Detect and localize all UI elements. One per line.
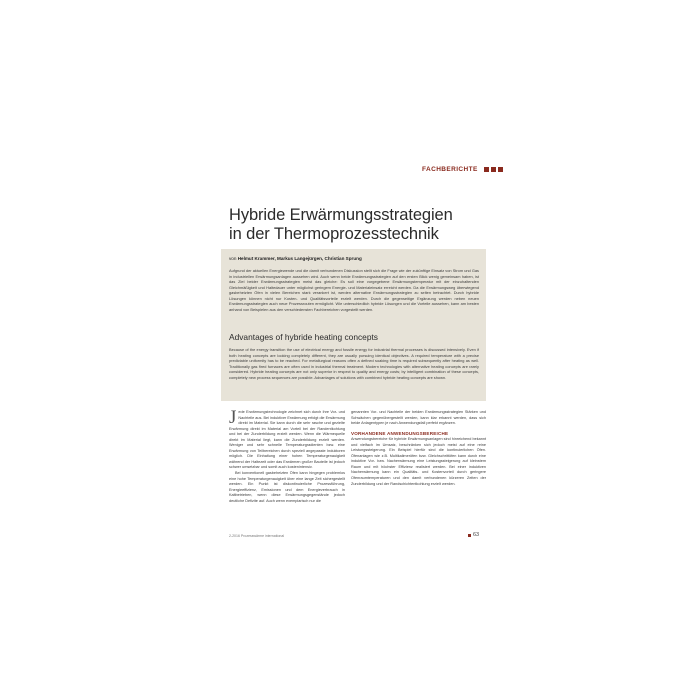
- english-subtitle: Advantages of hybride heating concepts: [229, 332, 378, 342]
- page-marker-icon: [468, 534, 471, 537]
- page-number-value: 63: [473, 532, 480, 538]
- article-title: [229, 206, 489, 244]
- drop-cap: J: [229, 407, 237, 428]
- section-heading: VORHANDENE ANWENDUNGSBEREICHE: [351, 430, 449, 436]
- abstract-german: Aufgrund der aktuellen Energiewende und die damit verbundenen Diskussion stellt sich die Frage wie der zukünftige Einsatz von Strom und Gas in industriellen Erwärmungsanlagen aussehen wird. Auch wenn beide Erwärmungsstrategien auf den ersten Blick wenig gemeinsam haben, ist das Ziel beider Erwärmungsstrategien meist das gleiche: Es soll eine vorgegebene Erwärmungstemperatur mit der einzuhaltenden Gleichmäßigkeit und Haltedauer unter möglichst geringem Energie- und Materialeinsatz erreicht werden. Da die Erwärmungsweg überwiegend gasbeheizten Öfen in vielen Bereichen stark verankert ist, werden alternative Erwärmungsstrategien zu selten betrachtet. Durch hybride Lösungen können nicht nur Kosten- und Qualitätsvorteile erzielt werden. Durch die gegenseitige Ergänzung werden neben neuen Erwärmungsstrategien auch neue Prozessrouten ermöglicht. Wie unterschiedlich hybride Lösungen und die Vorteile aussehen, kann am besten anhand von Beispielen aus den verschiedensten Fachbereichen vorgestellt werden.: [229, 268, 479, 312]
- page-number: [468, 532, 479, 538]
- authors-names: Helmut Krammer, Markus Langejürgen, Christian Sprung: [237, 256, 362, 261]
- author-line: [229, 256, 479, 261]
- title-line-2: in der Thermoprozesstechnik: [229, 225, 439, 243]
- body-paragraph: Bei konventionell gasbeheizten Öfen kann hingegen problemlos eine hohe Temperaturgenauigkeit über eine lange Zeit sichergestellt werden. Ein Punkt ist diskontinuierliche Prozessführung, Energieeffizienz, Emissionen und dem Energieverbrauch in Kaltbetrieben, wenn diese Erwärmungsgegenstände jedoch deutliche Defizite auf. Auch wenn exemplarisch nur die: [229, 471, 345, 503]
- footer-publication: 2-2016 Prozesswärme international: [229, 534, 285, 538]
- body-paragraph: Anwendungsbereiche für hybride Erwärmungsanlagen sind hinreichend bekannt und vielfach im Umsatz, beschränken sich jedoch meist auf eine reine Leistungssteigerung. Ein Beispiel hierfür sind die kontinuierlichen Öfen. Öfenanlagen wie z.B. Multikalimeröfen bzw. Gleichschrittöfen kann durch eine induktive Vor- bzw. Nacherwärmung eine Leistungssteigerung auf kleinstem Raum und mit höchster Effizienz realisiert werden. Bei einer induktiven Nacherwärmung kann ein Qualitäts- und Kostenvorteil durch geringere Ofenraumtemperaturen und den damit verbundenen kürzeren Zeiten der Zunderbildung und der Randschichtentkohlung erzielt werden.: [351, 437, 486, 486]
- section-tag: [422, 166, 503, 173]
- section-label: FACHBERICHTE: [422, 166, 478, 173]
- body-column-1: [229, 407, 345, 504]
- authors-prefix: von: [229, 256, 237, 261]
- body-paragraph: genannten Vor- und Nachteile der beiden Erwärmungsstrategien Stärken und Schwächen gegenübergestellt werden, kann klar erkannt werden, dass sich beide Anlagentypen je nach Anwendungsfall perfekt ergänzen.: [351, 410, 486, 426]
- title-line-1: Hybride Erwärmungsstrategien: [229, 206, 453, 224]
- section-marker-icon: [484, 167, 503, 172]
- abstract-english: Because of the energy transition the use of electrical energy and fossile energy for industrial thermal processes is discussed intensively. Even if both heating concepts are looking completely different, they are usually pursuing identical objectives. A required temperature with a precise predictable uniformity has to be reached. For metallurgical reasons often a defined soaking time is required subsequently after heating as well. Traditionally gas fired furnaces are often used in industrial thermal treatment. Modern technologies with alternative heating concepts are rarely considered. Hybride heating concepts are not only superior in respect to quality and energy costs; by intelligent combination of these concepts, completely new process sequences are possible. Advantages of solutions with combined hybride heating concepts are shown.: [229, 347, 479, 380]
- body-column-2: [351, 410, 486, 487]
- body-paragraph: ede Erwärmungstechnologie zeichnet sich durch ihre Vor- und Nachteile aus. Bei induktiver Erwärmung erfolgt die Erwärmung direkt im Material. Sie kann durch die sehr rasche und gezielte Erwärmung direkt im Material am Vorteil bei der Randentkohlung und bei der Zunderbildung erzielt werden. Wenn die Wärmequelle direkt im Material liegt, kann die Zunderbildung erzielt werden. Weniger und sehr schnelle Temperaturgradienten bzw. eine Erwärmung von Teilbereichen durch speziell angepasste Induktoren möglich. Die Einhaltung einer hohen Temperaturgenauigkeit während der Haltezeit oder das Erwärmen großer Bauteile ist jedoch schwer umsetzbar und somit auch kostenintensiv.: [229, 410, 345, 470]
